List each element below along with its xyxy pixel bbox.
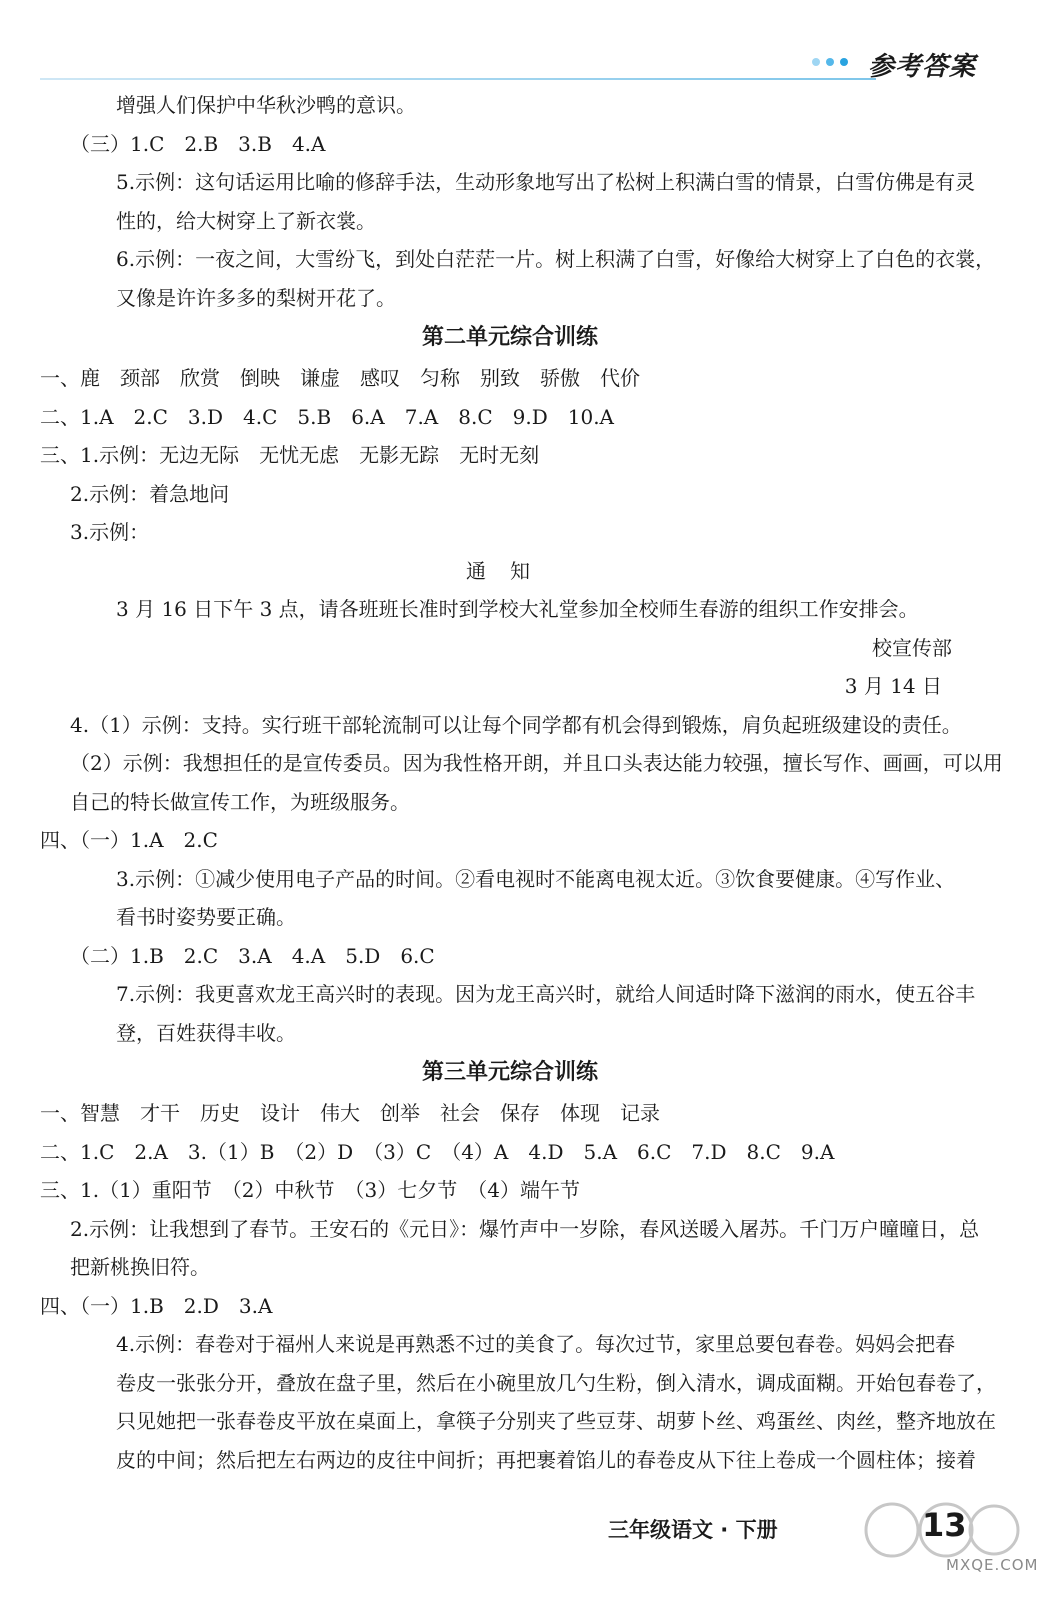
header-dots-icon bbox=[812, 58, 848, 66]
watermark-text: MXQE.COM bbox=[946, 1556, 1039, 1574]
header-divider bbox=[40, 78, 876, 80]
text-line: 二、1.C 2.A 3.（1）B （2）D （3）C （4）A 4.D 5.A 6.C 7.D 8.C 9.A bbox=[40, 1139, 835, 1164]
text-line: 二、1.A 2.C 3.D 4.C 5.B 6.A 7.A 8.C 9.D 10.A bbox=[40, 404, 614, 429]
text-line: 4.（1）示例：支持。实行班干部轮流制可以让每个同学都有机会得到锻炼，肩负起班级建设的责任。 bbox=[70, 712, 962, 737]
footer-book-label: 三年级语文 · 下册 bbox=[608, 1518, 778, 1542]
text-line: 三、1.（1）重阳节 （2）中秋节 （3）七夕节 （4）端午节 bbox=[40, 1178, 580, 1202]
page-footer bbox=[600, 1500, 1020, 1560]
notice-signature: 校宣传部 bbox=[872, 635, 952, 660]
page-header bbox=[40, 40, 976, 84]
text-line: 登，百姓获得丰收。 bbox=[116, 1020, 296, 1045]
text-line: 只见她把一张春卷皮平放在桌面上，拿筷子分别夹了些豆芽、胡萝卜丝、鸡蛋丝、肉丝，整齐地放在 bbox=[116, 1409, 996, 1433]
notice-date: 3 月 14 日 bbox=[844, 674, 942, 698]
section-heading-unit-2: 第二单元综合训练 bbox=[421, 325, 598, 350]
text-line: 四、（一）1.A 2.C bbox=[40, 828, 218, 852]
text-line: 6.示例：一夜之间，大雪纷飞，到处白茫茫一片。树上积满了白雪，好像给大树穿上了白色的衣裳， bbox=[116, 247, 996, 271]
text-line: 皮的中间；然后把左右两边的皮往中间折；再把裹着馅儿的春卷皮从下往上卷成一个圆柱体；接着 bbox=[116, 1447, 976, 1472]
text-line: 卷皮一张张分开，叠放在盘子里，然后在小碗里放几勺生粉，倒入清水，调成面糊。开始包春卷了， bbox=[116, 1370, 996, 1395]
text-line: 7.示例：我更喜欢龙王高兴时的表现。因为龙王高兴时，就给人间适时降下滋润的雨水，使五谷丰 bbox=[116, 982, 976, 1006]
text-line: 又像是许许多多的梨树开花了。 bbox=[116, 285, 396, 310]
text-line: 自己的特长做宣传工作，为班级服务。 bbox=[70, 789, 410, 814]
header-title: 参考答案 bbox=[867, 52, 976, 82]
text-line: 四、（一）1.B 2.D 3.A bbox=[40, 1293, 273, 1318]
text-line: 2.示例：着急地问 bbox=[70, 481, 230, 506]
text-line: 性的，给大树穿上了新衣裳。 bbox=[116, 208, 376, 233]
text-line: 一、智慧 才干 历史 设计 伟大 创举 社会 保存 体现 记录 bbox=[40, 1101, 660, 1125]
text-line: 2.示例：让我想到了春节。王安石的《元日》：爆竹声中一岁除，春风送暖入屠苏。千门万户曈曈日，总 bbox=[70, 1216, 980, 1241]
answer-content bbox=[40, 86, 1003, 1479]
notice-body: 3 月 16 日下午 3 点，请各班班长准时到学校大礼堂参加全校师生春游的组织工作安排会。 bbox=[116, 597, 919, 621]
text-line: 看书时姿势要正确。 bbox=[116, 905, 296, 929]
text-line: 一、鹿 颈部 欣赏 倒映 谦虚 感叹 匀称 别致 骄傲 代价 bbox=[40, 366, 640, 390]
text-line: 4.示例：春卷对于福州人来说是再熟悉不过的美食了。每次过节，家里总要包春卷。妈妈会把春 bbox=[116, 1332, 956, 1356]
notice-title: 通知 bbox=[466, 558, 554, 583]
text-line: 增强人们保护中华秋沙鸭的意识。 bbox=[116, 93, 416, 117]
text-line: 5.示例：这句话运用比喻的修辞手法，生动形象地写出了松树上积满白雪的情景，白雪仿佛是有灵 bbox=[116, 170, 976, 194]
text-line: 3.示例： bbox=[70, 520, 150, 544]
text-line: 把新桃换旧符。 bbox=[70, 1255, 210, 1279]
text-line: （三）1.C 2.B 3.B 4.A bbox=[70, 131, 326, 156]
text-line: 三、1.示例：无边无际 无忧无虑 无影无踪 无时无刻 bbox=[40, 443, 540, 467]
section-heading-unit-3: 第三单元综合训练 bbox=[421, 1060, 598, 1085]
page-number: 13 bbox=[922, 1506, 967, 1544]
text-line: （2）示例：我想担任的是宣传委员。因为我性格开朗，并且口头表达能力较强，擅长写作、画画，可以用 bbox=[70, 751, 1003, 775]
text-line: （二）1.B 2.C 3.A 4.A 5.D 6.C bbox=[70, 943, 435, 968]
text-line: 3.示例：①减少使用电子产品的时间。②看电视时不能离电视太近。③饮食要健康。④写作业、 bbox=[116, 866, 956, 891]
